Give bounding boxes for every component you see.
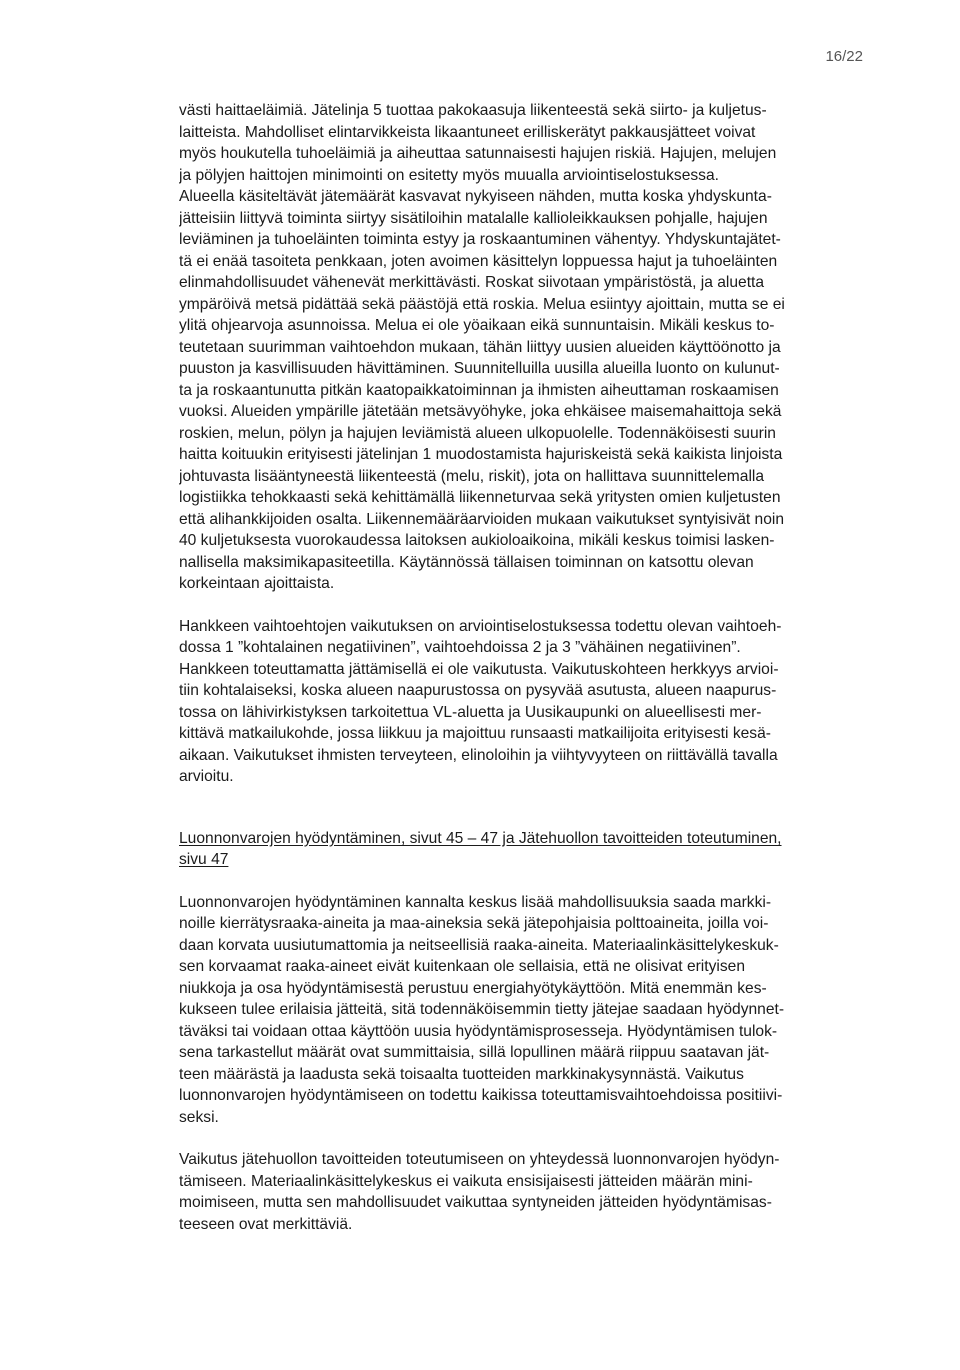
text-line: niukkoja ja osa hyödyntämisestä perustuu energiahyötykäyttöön. Mitä enemmän kes- xyxy=(179,979,767,997)
text-line: haitta koituukin erityisesti jätelinjan 1 muodostamista hajuriskeistä sekä kaikista linjoista xyxy=(179,446,783,463)
text-line: kukseen tulee erilaisia jätteitä, sitä todennäköisemmin tietty jätejae saadaan hyödynnet- xyxy=(179,1001,785,1018)
text-line: västi haittaeläimiä. Jätelinja 5 tuottaa pakokaasuja liikenteestä sekä siirto- ja kuljetus- xyxy=(179,102,767,119)
text-line: kittävä matkailukohde, jossa liikkuu ja majoittuu runsaasti matkailijoita erityisesti kesä- xyxy=(179,725,771,742)
text-line: tä ei enää tasoiteta penkkaan, joten avoimen käsittelyn loppuessa hajut ja tuhoeläinten xyxy=(179,252,778,270)
text-line: Luonnonvarojen hyödyntäminen kannalta keskus lisää mahdollisuuksia saada markki- xyxy=(179,893,772,911)
text-line: jätteisiin liittyvä toiminta siirtyy sisätiloihin matalalle kallioleikkauksen pohjalle, hajujen xyxy=(179,209,768,227)
text-line: myös houkutella tuhoeläimiä ja aiheuttaa satunnaisesti hajujen riskiä. Hajujen, melujen xyxy=(179,145,777,162)
text-line: luonnonvarojen hyödyntämiseen on todettu kaikissa toteuttamisvaihtoehdoissa positiivi- xyxy=(179,1087,783,1104)
text-line: seksi. xyxy=(179,1108,219,1126)
text-line: aikaan. Vaikutukset ihmisten terveyteen, elinoloihin ja viihtyvyyteen on riittävällä tavalla xyxy=(179,746,778,764)
text-line: roskien, melun, pölyn ja hajujen leviämistä alueen ulkopuolelle. Todennäköisesti suurin xyxy=(179,424,776,442)
text-line: dossa 1 ”kohtalainen negatiivinen”, vaihtoehdoissa 2 ja 3 ”vähäinen negatiivinen”. xyxy=(179,639,741,656)
text-line: Hankkeen toteuttamatta jättämisellä ei ole vaikutusta. Vaikutuskohteen herkkyys arvioi- xyxy=(179,660,779,678)
text-line: nallisella maksimikapasiteetilla. Käytännössä tällaisen toiminnan on katsottu olevan xyxy=(179,553,754,571)
paragraph-assessment-summary xyxy=(179,616,885,788)
text-line: teen määrästä ja laadusta sekä toisaalta tuotteiden markkinakysynnästä. Vaikutus xyxy=(179,1065,744,1083)
text-line: logistiikka tehokkaasti sekä kehittämällä liikenneturvaa sekä yritysten omien kuljetusten xyxy=(179,489,781,506)
text-line: ylitä ohjearvoja asunnoissa. Melua ei ole yöaikaan eikä sunnuntaisin. Mikäli keskus to- xyxy=(179,317,775,334)
text-line: Hankkeen vaihtoehtojen vaikutuksen on arviointiselostuksessa todettu olevan vaihtoeh- xyxy=(179,617,782,635)
document-body xyxy=(179,100,885,1235)
text-line: korkeintaan ajoittaista. xyxy=(179,575,335,592)
text-line: Alueella käsiteltävät jätemäärät kasvavat nykyiseen nähden, mutta koska yhdyskunta- xyxy=(179,188,772,205)
text-line: puuston ja kasvillisuuden hävittäminen. Suunnitelluilla uusilla alueilla luonto on kulunut- xyxy=(179,360,780,377)
text-line: johtuvasta lisääntyneestä liikenteestä (melu, riskit), jota on hallittava suunnittelemalla xyxy=(179,467,765,485)
page-number: 16/22 xyxy=(825,48,863,65)
text-line: moimiseen, mutta sen mahdollisuudet vaikuttaa syntyneiden jätteiden hyödyntämisas- xyxy=(179,1194,772,1211)
text-line: noille kierrätysraaka-aineita ja maa-aineksia sekä jätepohjaisia polttoaineita, joilla voi- xyxy=(179,915,769,932)
text-line: daan korvata uusiutumattomia ja neitseellisiä raaka-aineita. Materiaalinkäsittelykeskuk- xyxy=(179,936,779,954)
paragraph-waste-management-goals xyxy=(179,1149,885,1235)
text-line: arvioitu. xyxy=(179,768,234,785)
paragraph-impacts-nuisances xyxy=(179,100,885,595)
text-line: ta ja roskaantunutta pitkän kaatopaikkatoiminnan ja ihmisten aiheuttaman roskaamisen xyxy=(179,381,779,399)
heading-line: sivu 47 xyxy=(179,851,229,868)
text-line: täväksi tai voidaan ottaa käyttöön uusia hyödyntämisprosesseja. Hyödyntämisen tulok- xyxy=(179,1022,778,1040)
text-line: 40 kuljetuksesta vuorokaudessa laitoksen aukioloaikoina, mikäli keskus toimisi lasken- xyxy=(179,532,775,549)
section-heading xyxy=(179,828,885,871)
text-line: että alihankkijoiden osalta. Liikennemääräarvioiden mukaan vaikutukset syntyisivät noin xyxy=(179,510,785,528)
text-line: ympäröivä metsä pidättää sekä päästöjä että roskia. Melua esiintyy ajoittain, mutta se ei xyxy=(179,295,785,313)
text-line: laitteista. Mahdolliset elintarvikkeista likaantuneet erilliskerätyt pakkausjätteet voivat xyxy=(179,123,756,141)
text-line: teeseen ovat merkittäviä. xyxy=(179,1215,353,1233)
text-line: Vaikutus jätehuollon tavoitteiden toteutumiseen on yhteydessä luonnonvarojen hyödyn- xyxy=(179,1151,780,1168)
text-line: teutetaan suurimman vaihtoehdon mukaan, tähän liittyy uusien alueiden käyttöönotto ja xyxy=(179,338,781,356)
text-line: leviäminen ja tuhoeläinten toiminta estyy ja roskaantuminen vähentyy. Yhdyskuntajätet- xyxy=(179,231,781,248)
text-line: tossa on lähivirkistyksen tarkoitettua VL-aluetta ja Uusikaupunki on alueellisesti mer- xyxy=(179,703,762,721)
heading-line: Luonnonvarojen hyödyntäminen, sivut 45 – 47 ja Jätehuollon tavoitteiden toteutuminen, xyxy=(179,829,782,847)
text-line: sena tarkastellut määrät ovat summittaisia, sillä lopullinen määrä riippuu saatavan jät- xyxy=(179,1044,770,1061)
text-line: sen korvaamat raaka-aineet eivät kuitenkaan ole sellaisia, että ne olisivat erityisen xyxy=(179,958,746,975)
text-line: elinmahdollisuudet vähenevät merkittävästi. Roskat siivotaan ympäristöstä, ja aluetta xyxy=(179,274,765,291)
text-line: vuoksi. Alueiden ympärille jätetään metsävyöhyke, joka ehkäisee maisemahaittoja sekä xyxy=(179,403,782,420)
text-line: ja pölyjen haittojen minimointi on esitetty myös muualla arviointiselostuksessa. xyxy=(179,166,719,184)
text-line: tiin kohtalaiseksi, koska alueen naapurustossa on pysyvää asutusta, alueen naapurus- xyxy=(179,682,777,699)
paragraph-natural-resources xyxy=(179,892,885,1129)
text-line: tämiseen. Materiaalinkäsittelykeskus ei vaikuta ensisijaisesti jätteiden määrän mini- xyxy=(179,1172,753,1190)
